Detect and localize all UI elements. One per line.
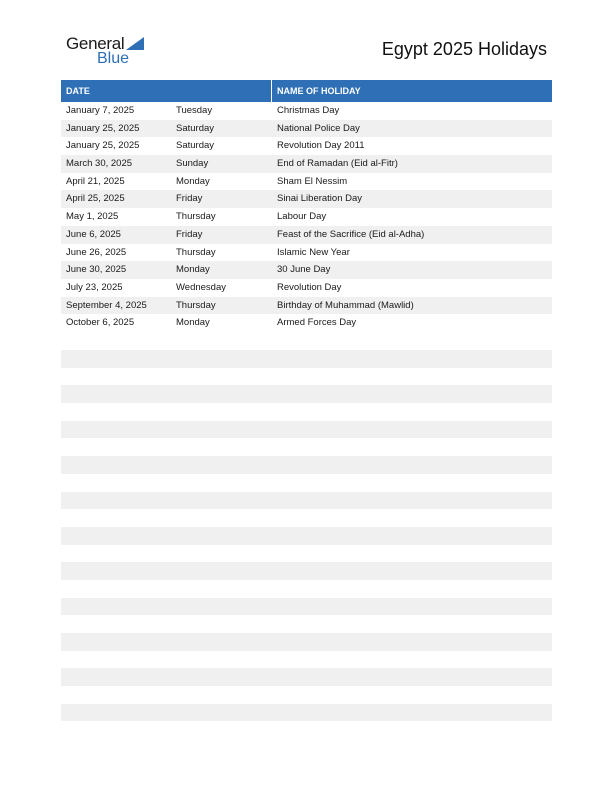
empty-row-stripe [61, 385, 552, 403]
holiday-weekday: Thursday [176, 299, 216, 311]
holiday-weekday: Monday [176, 175, 210, 187]
header-divider [271, 80, 272, 102]
holiday-name: Birthday of Muhammad (Mawlid) [277, 299, 414, 311]
holiday-date: April 21, 2025 [66, 175, 125, 187]
holiday-date: January 7, 2025 [66, 105, 135, 116]
holiday-weekday: Sunday [176, 158, 209, 170]
empty-row-stripe [61, 527, 552, 545]
holiday-name: Christmas Day [277, 105, 340, 116]
holiday-weekday: Thursday [176, 211, 216, 223]
holiday-weekday: Tuesday [176, 105, 213, 116]
table-row [61, 155, 552, 173]
holiday-date: June 6, 2025 [66, 228, 121, 240]
empty-row-stripe [61, 668, 552, 686]
holiday-name: Islamic New Year [277, 246, 350, 258]
empty-row-stripe [61, 456, 552, 474]
empty-row-stripe [61, 633, 552, 651]
holiday-name: End of Ramadan (Eid al-Fitr) [277, 158, 398, 170]
holiday-name: National Police Day [277, 122, 360, 134]
holiday-date: July 23, 2025 [66, 281, 123, 293]
holiday-date: May 1, 2025 [66, 211, 119, 223]
holiday-weekday: Wednesday [176, 281, 226, 293]
logo-text-blue: Blue [97, 50, 130, 67]
holiday-date: June 30, 2025 [66, 264, 127, 276]
holiday-date: April 25, 2025 [66, 193, 125, 205]
logo-triangle-icon [126, 37, 144, 50]
empty-rows [61, 350, 552, 739]
empty-row-stripe [61, 350, 552, 368]
holiday-weekday: Monday [176, 317, 210, 329]
holiday-date: January 25, 2025 [66, 122, 140, 134]
table-row [61, 279, 552, 297]
general-blue-logo [66, 34, 156, 68]
empty-row-stripe [61, 562, 552, 580]
holiday-weekday: Saturday [176, 140, 215, 152]
logo-text-general: General [66, 34, 125, 53]
header-holiday-name: NAME OF HOLIDAY [277, 86, 361, 96]
table-row [61, 261, 552, 279]
table-row [61, 190, 552, 208]
table-row [61, 244, 552, 262]
header-date: DATE [66, 86, 90, 96]
holiday-name: Revolution Day 2011 [277, 140, 365, 152]
holiday-date: September 4, 2025 [66, 299, 147, 311]
holiday-weekday: Friday [176, 193, 203, 205]
table-row [61, 208, 552, 226]
holiday-name: Feast of the Sacrifice (Eid al-Adha) [277, 228, 425, 240]
table-row [61, 297, 552, 315]
holiday-weekday: Thursday [176, 246, 216, 258]
holiday-name: Armed Forces Day [277, 317, 357, 329]
holiday-date: March 30, 2025 [66, 158, 133, 170]
empty-row-stripe [61, 492, 552, 510]
table-header [61, 80, 552, 102]
holiday-name: Labour Day [277, 211, 327, 223]
holiday-weekday: Saturday [176, 122, 215, 134]
empty-row-stripe [61, 598, 552, 616]
holiday-date: January 25, 2025 [66, 140, 140, 152]
table-row [61, 120, 552, 138]
table-row [61, 226, 552, 244]
holiday-name: Sham El Nessim [277, 175, 348, 187]
holiday-date: June 26, 2025 [66, 246, 127, 258]
holiday-weekday: Monday [176, 264, 210, 276]
table-row [61, 137, 552, 155]
empty-row-stripe [61, 704, 552, 722]
table-row [61, 173, 552, 191]
table-row [61, 314, 552, 332]
table-row [61, 102, 552, 120]
holiday-name: Sinai Liberation Day [277, 193, 363, 205]
empty-row-stripe [61, 421, 552, 439]
page-title: Egypt 2025 Holidays [381, 39, 547, 59]
holiday-name: Revolution Day [277, 281, 342, 293]
table-body [61, 102, 552, 332]
holiday-table [61, 80, 552, 332]
holiday-weekday: Friday [176, 228, 203, 240]
holiday-name: 30 June Day [277, 264, 331, 276]
holiday-date: October 6, 2025 [66, 317, 135, 329]
